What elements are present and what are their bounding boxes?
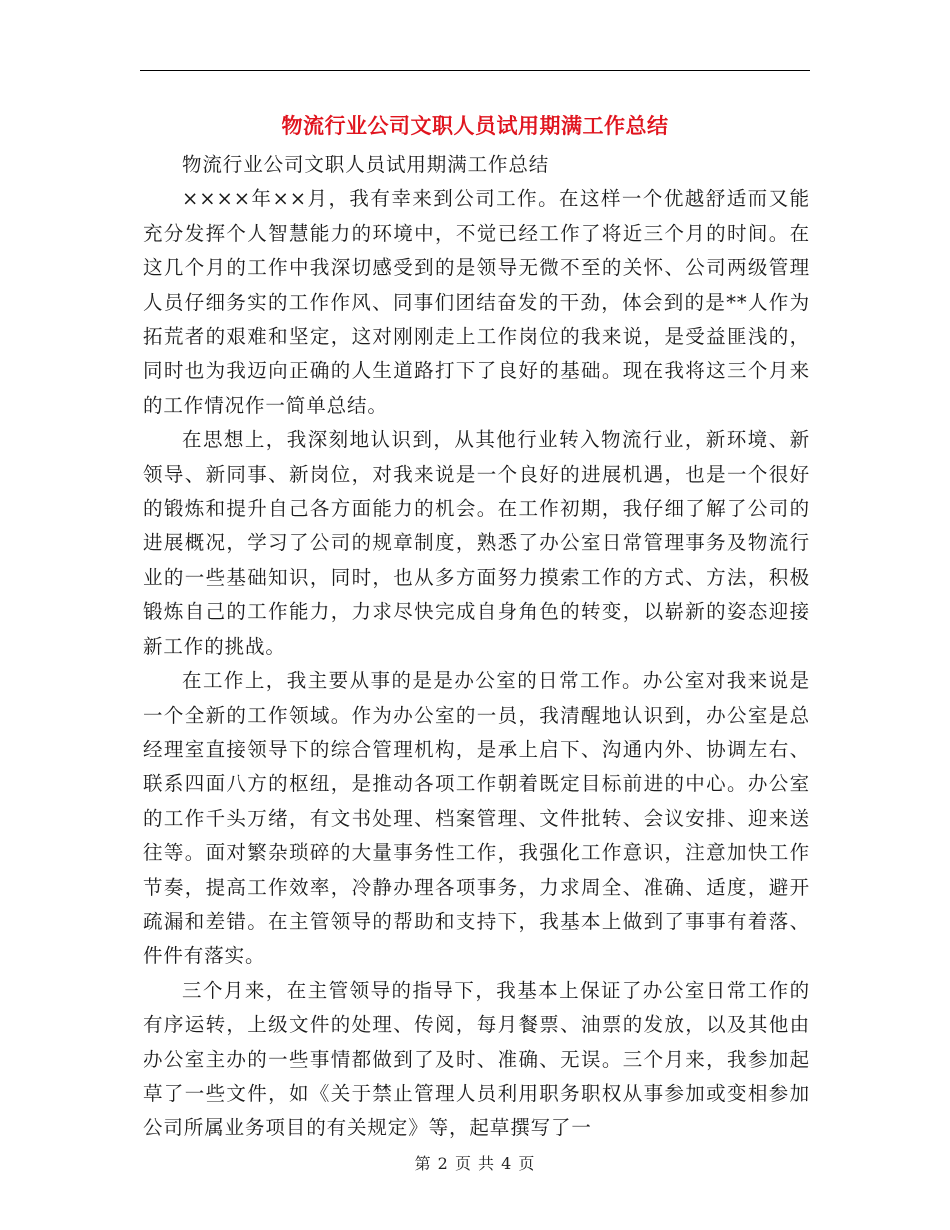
header-rule bbox=[140, 70, 810, 71]
paragraph-2: 在思想上，我深刻地认识到，从其他行业转入物流行业，新环境、新领导、新同事、新岗位，对我来说是一个良好的进展机遇，也是一个很好的锻炼和提升自己各方面能力的机会。在工作初期，我仔细了解了公司的进展概况，学习了公司的规章制度，熟悉了办公室日常管理事务及物流行业的一些基础知识，同时，也从多方面努力摸索工作的方式、方法，积极锻炼自己的工作能力，力求尽快完成自身角色的转变，以崭新的姿态迎接新工作的挑战。 bbox=[143, 428, 810, 658]
paragraph-4: 三个月来，在主管领导的指导下，我基本上保证了办公室日常工作的有序运转，上级文件的处理、传阅，每月餐票、油票的发放，以及其他由办公室主办的一些事情都做到了及时、准确、无误。三个月来，我参加起草了一些文件，如《关于禁止管理人员利用职务职权从事参加或变相参加公司所属业务项目的有关规定》等，起草撰写了一 bbox=[143, 978, 810, 1140]
document-body bbox=[143, 148, 810, 1146]
paragraph-3: 在工作上，我主要从事的是是办公室的日常工作。办公室对我来说是一个全新的工作领域。作为办公室的一员，我清醒地认识到，办公室是总经理室直接领导下的综合管理机构，是承上启下、沟通内外、协调左右、联系四面八方的枢纽，是推动各项工作朝着既定目标前进的中心。办公室的工作千头万绪，有文书处理、档案管理、文件批转、会议安排、迎来送往等。面对繁杂琐碎的大量事务性工作，我强化工作意识，注意加快工作节奏，提高工作效率，冷静办理各项事务，力求周全、准确、适度，避开疏漏和差错。在主管领导的帮助和支持下，我基本上做到了事事有着落、件件有落实。 bbox=[143, 669, 810, 968]
document-title: 物流行业公司文职人员试用期满工作总结 bbox=[281, 113, 669, 138]
document-subtitle: 物流行业公司文职人员试用期满工作总结 bbox=[182, 153, 550, 176]
page-number: 第 2 页 共 4 页 bbox=[414, 1154, 536, 1173]
paragraph-1: ××××年××月，我有幸来到公司工作。在这样一个优越舒适而又能充分发挥个人智慧能力的环境中，不觉已经工作了将近三个月的时间。在这几个月的工作中我深切感受到的是领导无微不至的关怀、公司两级管理人员仔细务实的工作作风、同事们团结奋发的干劲，体会到的是**人作为拓荒者的艰难和坚定，这对刚刚走上工作岗位的我来说，是受益匪浅的，同时也为我迈向正确的人生道路打下了良好的基础。现在我将这三个月来的工作情况作一简单总结。 bbox=[143, 187, 810, 417]
